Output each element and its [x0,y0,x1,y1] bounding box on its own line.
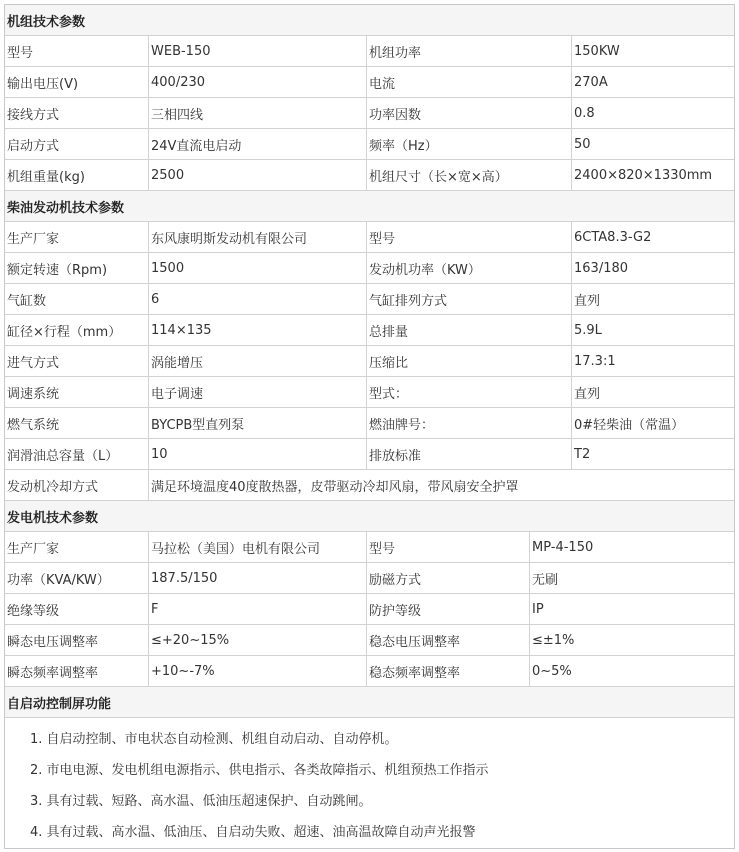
param-label: 排放标准 [366,439,571,469]
param-label: 功率（KVA/KW） [7,572,110,588]
section-header-generator [5,501,734,532]
param-label: 电流 [366,67,571,97]
spec-table [4,4,735,849]
param-value: +10~-7% [148,656,366,686]
param-label: 瞬态电压调整率 [7,634,99,650]
param-value: 150KW [571,36,736,66]
param-label: 输出电压(V) [7,76,79,92]
param-value: F [148,594,366,624]
param-value: 三相四线 [148,98,366,128]
param-label: 润滑油总容量（L） [7,448,119,464]
table-row [5,377,734,408]
table-row [5,315,734,346]
list-item: 4. 具有过载、高水温、低油压、自启动失败、超速、油高温故障自动声光报警 [30,825,476,840]
table-row [5,532,734,563]
param-value: 10 [148,439,366,469]
param-value: 5.9L [571,315,736,345]
table-row [5,36,734,67]
param-value: 电子调速 [148,377,366,407]
table-row [5,346,734,377]
param-label: 燃气系统 [7,417,60,433]
param-value: 直列 [571,377,736,407]
param-label: 燃油牌号： [366,408,571,438]
table-row [5,563,734,594]
param-value: 0#轻柴油（常温） [571,408,736,438]
param-value: ≤+20~15% [148,625,366,655]
section-title: 柴油发动机技术参数 [7,200,125,216]
table-row [5,160,734,191]
param-label: 机组功率 [366,36,571,66]
param-label: 机组重量(kg) [7,169,85,185]
param-value: 直列 [571,284,736,314]
param-value: 马拉松（美国）电机有限公司 [148,532,366,562]
param-value: 187.5/150 [148,563,366,593]
param-label: 稳态频率调整率 [366,656,529,686]
param-label: 总排量 [366,315,571,345]
param-label: 气缸数 [7,293,47,309]
table-row [5,656,734,687]
param-label: 励磁方式 [366,563,529,593]
table-row [5,284,734,315]
param-label: 压缩比 [366,346,571,376]
param-label: 接线方式 [7,107,60,123]
table-row [5,470,734,501]
table-row [5,625,734,656]
table-row [5,129,734,160]
table-row [5,408,734,439]
param-label: 功率因数 [366,98,571,128]
param-value: WEB-150 [148,36,366,66]
param-label: 绝缘等级 [7,603,60,619]
param-value: 6 [148,284,366,314]
param-value: 114×135 [148,315,366,345]
param-label: 瞬态频率调整率 [7,665,99,681]
param-label: 缸径×行程（mm） [7,324,122,340]
param-value: 2400×820×1330mm [571,160,736,190]
param-value: 400/230 [148,67,366,97]
param-value: IP [529,594,736,624]
param-value: 6CTA8.3-G2 [571,222,736,252]
param-label: 防护等级 [366,594,529,624]
param-value: 270A [571,67,736,97]
param-label: 生产厂家 [7,231,60,247]
param-label: 额定转速（Rpm) [7,262,108,278]
table-row [5,98,734,129]
section-title: 自启动控制屏功能 [7,696,112,712]
param-label: 气缸排列方式 [366,284,571,314]
table-row [5,222,734,253]
table-row [5,67,734,98]
param-value: 2500 [148,160,366,190]
param-value: 17.3:1 [571,346,736,376]
section-header-control [5,687,734,718]
param-value: 东风康明斯发动机有限公司 [148,222,366,252]
param-label: 频率（Hz） [366,129,571,159]
param-value: 涡能增压 [148,346,366,376]
param-value: ≤±1% [529,625,736,655]
param-label: 发动机功率（KW） [366,253,571,283]
param-value: 24V直流电启动 [148,129,366,159]
param-label: 启动方式 [7,138,60,154]
param-value: 50 [571,129,736,159]
table-row [5,439,734,470]
section-title: 机组技术参数 [7,14,86,30]
param-value: BYCPB型直列泵 [148,408,366,438]
param-label: 机组尺寸（长×宽×高） [366,160,571,190]
section-title: 发电机技术参数 [7,510,99,526]
param-label: 型式： [366,377,571,407]
table-row [5,594,734,625]
param-label: 调速系统 [7,386,60,402]
param-label: 型号 [366,532,529,562]
param-label: 稳态电压调整率 [366,625,529,655]
param-label: 型号 [7,45,34,61]
param-label: 发动机冷却方式 [7,479,99,495]
table-row [5,253,734,284]
param-value: 0~5% [529,656,736,686]
param-value: T2 [571,439,736,469]
param-value: 满足环境温度40度散热器，皮带驱动冷却风扇，带风扇安全护罩 [148,470,736,500]
param-value: 1500 [148,253,366,283]
param-value: 0.8 [571,98,736,128]
param-label: 进气方式 [7,355,60,371]
list-item: 1. 自启动控制、市电状态自动检测、机组自动启动、自动停机。 [30,732,398,747]
section-header-engine [5,191,734,222]
param-value: 163/180 [571,253,736,283]
control-function-list [5,718,734,848]
list-item: 2. 市电电源、发电机组电源指示、供电指示、各类故障指示、机组预热工作指示 [30,763,489,778]
param-label: 生产厂家 [7,541,60,557]
param-value: 无刷 [529,563,736,593]
section-header-unit [5,5,734,36]
param-value: MP-4-150 [529,532,736,562]
list-item: 3. 具有过载、短路、高水温、低油压超速保护、自动跳闸。 [30,794,372,809]
param-label: 型号 [366,222,571,252]
